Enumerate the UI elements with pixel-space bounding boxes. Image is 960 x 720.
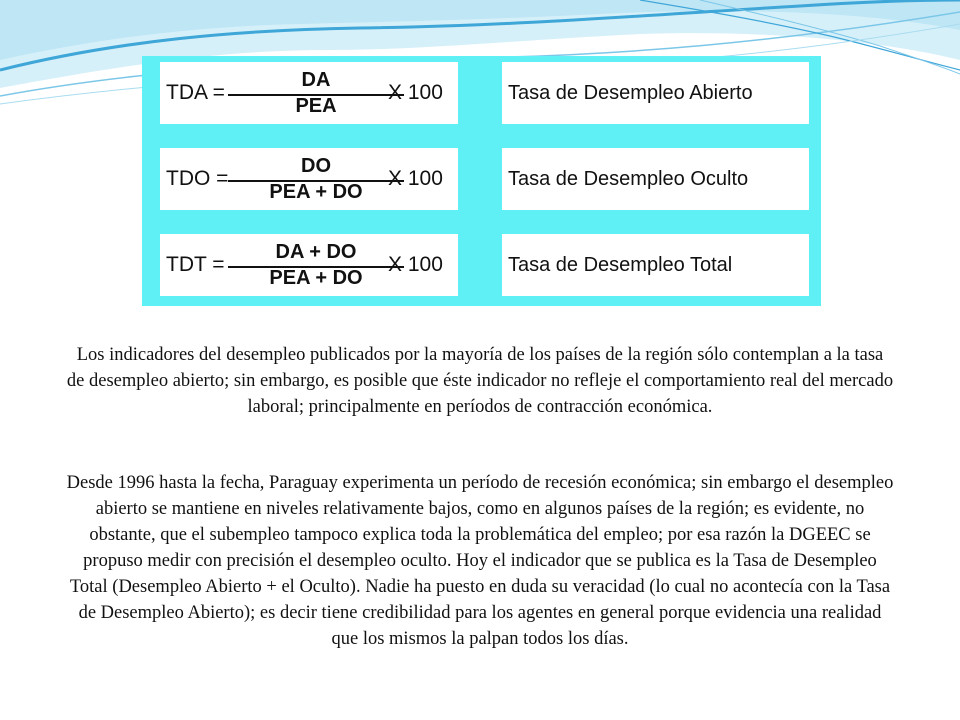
multiplier: X 100: [388, 167, 443, 190]
fraction: [250, 238, 382, 292]
indicator-name: Tasa de Desempleo Oculto: [508, 168, 749, 190]
fraction: [250, 66, 382, 120]
paragraph-indicators: Los indicadores del desempleo publicados por la mayoría de los países de la región sólo contemplan a la tasa de desempleo abierto; sin embargo, es posible que éste indicador no refleje el comportamiento real del mercado laboral; principalmente en períodos de contracción económica.: [66, 345, 894, 417]
formula-lhs: TDA =: [166, 81, 225, 104]
formula-lhs: TDT =: [166, 253, 225, 276]
indicator-name: Tasa de Desempleo Abierto: [508, 82, 753, 104]
paragraph-paraguay: Desde 1996 hasta la fecha, Paraguay experimenta un período de recesión económica; sin embargo el desempleo abierto se mantiene en niveles relativamente bajos, como en algunos países de la región; es evidente, no obstante, que el subempleo tampoco explica toda la problemática del empleo; por esa razón la DGEEC se propuso medir con precisión el desempleo oculto. Hoy el indicador que se publica es la Tasa de Desempleo Total (Desempleo Abierto + el Oculto). Nadie ha puesto en duda su veracidad (lo cual no acontecía con la Tasa de Desempleo Abierto); es decir tiene credibilidad para los agentes en general porque evidencia una realidad que los mismos la palpan todos los días.: [66, 473, 894, 649]
formula-panel: [142, 56, 821, 306]
numerator: DO: [301, 155, 331, 177]
denominator: PEA + DO: [269, 267, 363, 289]
indicator-name: Tasa de Desempleo Total: [508, 254, 733, 276]
numerator: DA: [301, 69, 331, 91]
name-tdt: [502, 234, 809, 296]
multiplier: X 100: [388, 81, 443, 104]
formula-tdt: [160, 234, 458, 296]
name-tda: [502, 62, 809, 124]
formula-tdo: [160, 148, 458, 210]
denominator: PEA + DO: [269, 181, 363, 203]
formula-lhs: TDO =: [166, 167, 229, 190]
formula-tda: [160, 62, 458, 124]
numerator: DA + DO: [275, 241, 357, 263]
denominator: PEA: [295, 95, 337, 117]
name-tdo: [502, 148, 809, 210]
fraction: [250, 152, 382, 206]
multiplier: X 100: [388, 253, 443, 276]
